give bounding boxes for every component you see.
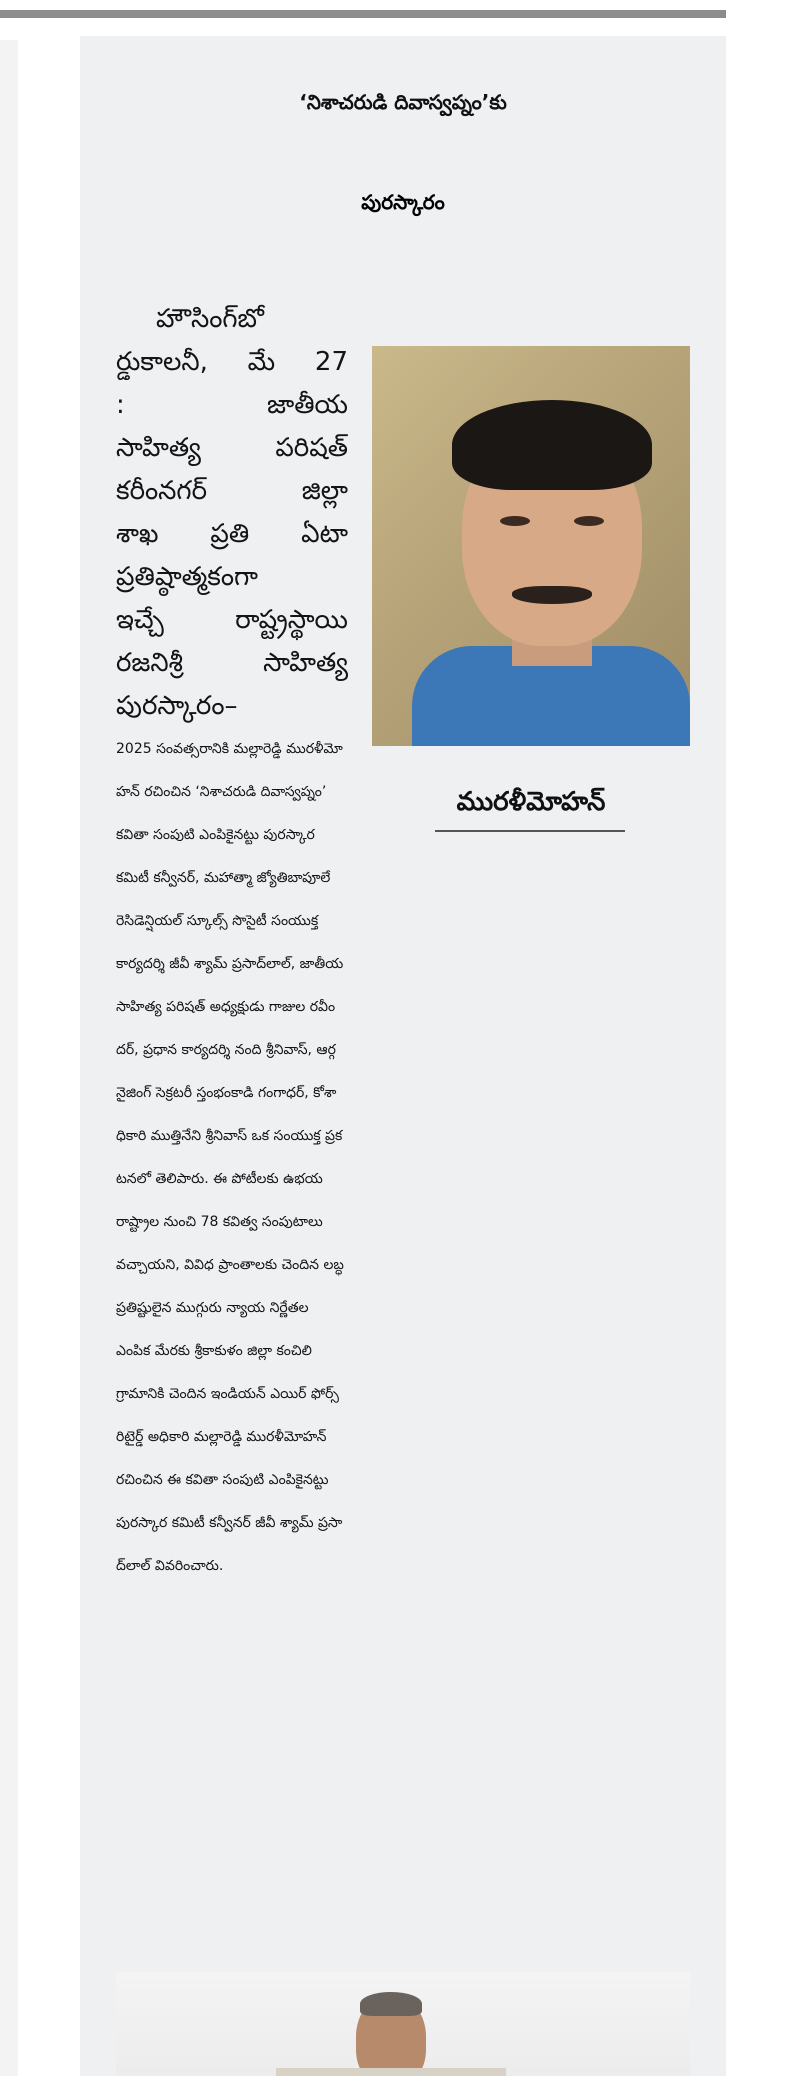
body-line: గ్రామానికి చెందిన ఇండియన్ ఎయిర్ ఫోర్స్	[116, 1386, 339, 1402]
body-line: రిటైర్డ్ అధికారి మల్లారెడ్డి మురళీమోహన్	[116, 1429, 327, 1445]
body-line: సాహిత్య పరిషత్	[116, 433, 348, 463]
body-line: నైజింగ్ సెక్రటరీ స్తంభంకాడి గంగాధర్, కోశా	[116, 1085, 337, 1101]
body-line: ధికారి ముత్తినేని శ్రీనివాస్ ఒక సంయుక్త ప్రక	[116, 1128, 343, 1144]
body-line: శాఖ ప్రతి ఏటా	[116, 519, 348, 549]
body-line: హౌసింగ్‌బో	[156, 304, 264, 334]
body-line: పురస్కార కమిటీ కన్వీనర్ జీవీ శ్యామ్ ప్రసా	[116, 1515, 343, 1531]
photo-person-hair	[360, 1992, 422, 2016]
body-line: సాహిత్య పరిషత్ అధ్యక్షుడు గాజుల రవీం	[116, 999, 336, 1015]
body-line: కవితా సంపుటి ఎంపికైనట్టు పురస్కార	[116, 827, 315, 843]
body-line: : జాతీయ	[116, 390, 348, 420]
body-line: కరీంనగర్ జిల్లా	[116, 476, 348, 506]
adjacent-column-edge	[0, 40, 18, 2076]
body-line: పురస్కారం–	[116, 691, 238, 721]
article-body	[116, 298, 716, 1588]
next-article-photo	[116, 1972, 690, 2076]
body-line: ఎంపిక మేరకు శ్రీకాకుళం జిల్లా కంచిలి	[116, 1343, 312, 1359]
body-line: ద్‌లాల్ వివరించారు.	[116, 1558, 224, 1574]
body-line: రాష్ట్రాల నుంచి 78 కవిత్వ సంపుటాలు	[116, 1214, 323, 1230]
body-line: ప్రతిష్టులైన ముగ్గురు న్యాయ నిర్ణేతల	[116, 1300, 309, 1316]
body-line: దర్, ప్రధాన కార్యదర్శి నంది శ్రీనివాస్, ఆర్గ	[116, 1042, 336, 1058]
body-line: ప్రతిష్ఠాత్మకంగా	[116, 562, 258, 592]
body-line: కార్యదర్శి జీవీ శ్యామ్ ప్రసాద్‌లాల్, జాతీయ	[116, 956, 344, 972]
body-line: రజనిశ్రీ సాహిత్య	[116, 648, 348, 678]
body-line: ఇచ్చే రాష్ట్రస్థాయి	[116, 605, 348, 635]
body-line: రచించిన ఈ కవితా సంపుటి ఎంపికైనట్టు	[116, 1472, 329, 1488]
body-line: హన్ రచించిన ‘నిశాచరుడి దివాస్వప్నం’	[116, 784, 327, 800]
body-line: రెసిడెన్షియల్ స్కూల్స్ సొసైటీ సంయుక్త	[116, 913, 319, 929]
body-line: వచ్చాయని, వివిధ ప్రాంతాలకు చెందిన లబ్ధ	[116, 1257, 344, 1273]
news-article	[80, 36, 726, 2076]
headline-line-2: పురస్కారం	[361, 190, 445, 214]
photo-person-cloth	[276, 2068, 506, 2076]
photo-caption: మురళీమోహన్	[456, 787, 606, 817]
body-line: టనలో తెలిపారు. ఈ పోటీలకు ఉభయ	[116, 1171, 323, 1187]
body-line: ర్డుకాలనీ, మే 27	[116, 347, 348, 377]
headline-line-1: ‘నిశాచరుడి దివాస్వప్నం’కు	[299, 90, 507, 114]
body-wide-lines	[116, 728, 716, 1588]
body-line: 2025 సంవత్సరానికి మల్లారెడ్డి మురళీమో	[116, 741, 343, 757]
body-line: కమిటీ కన్వీనర్, మహాత్మా జ్యోతిబాపూలే	[116, 870, 331, 886]
top-rule	[0, 10, 726, 18]
